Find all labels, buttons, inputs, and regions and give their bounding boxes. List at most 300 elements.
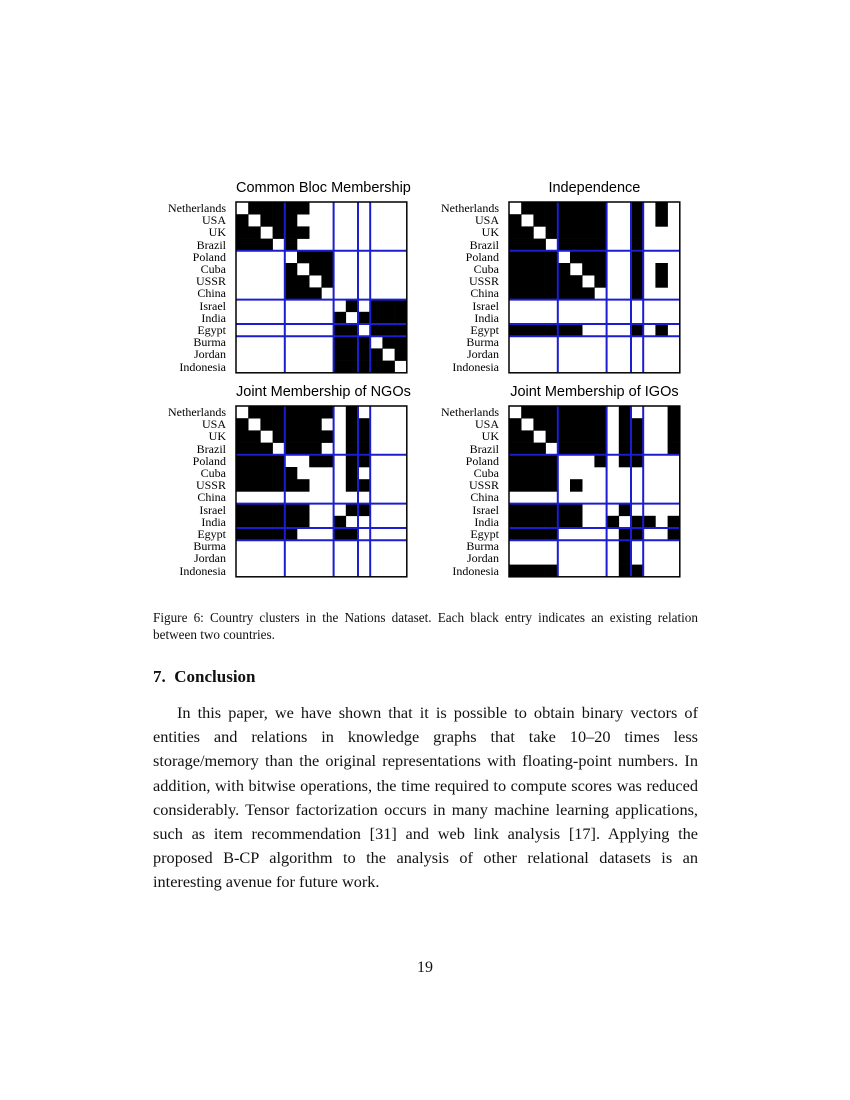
- matrix-cell: [358, 430, 371, 443]
- matrix-cell: [558, 406, 571, 419]
- matrix-cell: [260, 443, 273, 456]
- matrix-cell: [558, 287, 571, 300]
- matrix-cell: [546, 455, 559, 468]
- matrix-cell: [582, 251, 595, 263]
- row-label: Indonesia: [452, 359, 499, 374]
- matrix-cell: [533, 528, 546, 541]
- panel-title: Joint Membership of NGOs: [236, 384, 411, 400]
- matrix-cell: [297, 226, 310, 239]
- matrix-cell: [260, 214, 273, 227]
- matrix-cell: [334, 528, 347, 541]
- row-label: Burma: [193, 335, 226, 350]
- matrix-cell: [509, 455, 522, 468]
- matrix-cell: [248, 479, 261, 492]
- matrix-cell: [521, 430, 534, 443]
- row-label: Netherlands: [168, 201, 226, 215]
- matrix-cell: [533, 504, 546, 516]
- matrix-cell: [594, 275, 607, 288]
- matrix-cell: [521, 251, 534, 263]
- matrix-cell: [533, 418, 546, 431]
- matrix-cell: [619, 552, 632, 565]
- matrix-cell: [631, 443, 644, 456]
- matrix-cell: [558, 418, 571, 431]
- matrix-cell: [570, 214, 583, 227]
- matrix-cell: [309, 287, 322, 300]
- matrix-cell: [619, 565, 632, 578]
- matrix-cell: [297, 406, 310, 419]
- matrix-cell: [346, 455, 359, 468]
- matrix-cell: [248, 504, 261, 516]
- matrix-cell: [631, 324, 644, 337]
- matrix-cell: [533, 455, 546, 468]
- row-label: UK: [481, 429, 499, 444]
- row-label: Netherlands: [441, 201, 499, 215]
- matrix-cell: [509, 226, 522, 239]
- row-label: Brazil: [196, 441, 226, 456]
- row-label: Israel: [199, 502, 226, 517]
- matrix-cell: [631, 226, 644, 239]
- matrix-cell: [533, 287, 546, 300]
- matrix-cell: [395, 348, 408, 361]
- matrix-cell: [297, 418, 310, 431]
- matrix-cell: [382, 312, 395, 325]
- matrix-cell: [285, 430, 298, 443]
- row-label: USA: [474, 417, 499, 432]
- matrix-cell: [285, 239, 298, 252]
- section-number: 7.: [153, 667, 166, 686]
- matrix-cell: [334, 324, 347, 337]
- matrix-cell: [643, 516, 656, 529]
- matrix-cell: [260, 455, 273, 468]
- matrix-cell: [582, 430, 595, 443]
- matrix-cell: [236, 455, 249, 468]
- matrix-cell: [273, 418, 286, 431]
- matrix-cell: [631, 516, 644, 529]
- matrix-cell: [370, 324, 383, 337]
- row-label: Israel: [472, 502, 499, 517]
- row-label: India: [474, 514, 499, 529]
- matrix-cell: [631, 263, 644, 276]
- section-heading: [153, 667, 256, 687]
- figure-caption: Figure 6: Country clusters in the Nations dataset. Each black entry indicates an existing relation between two countries.: [153, 610, 698, 642]
- matrix-cell: [521, 467, 534, 480]
- matrix-cell: [297, 430, 310, 443]
- matrix-cell: [668, 528, 681, 541]
- matrix-cell: [533, 263, 546, 276]
- matrix-cell: [594, 239, 607, 252]
- matrix-cell: [509, 479, 522, 492]
- matrix-cell: [546, 324, 559, 337]
- matrix-cell: [546, 263, 559, 276]
- matrix-cell: [619, 504, 632, 516]
- row-label: Egypt: [470, 323, 499, 337]
- row-label: Jordan: [194, 347, 226, 362]
- row-label: China: [197, 286, 226, 301]
- row-label: Israel: [199, 298, 226, 313]
- matrix-cell: [594, 263, 607, 276]
- matrix-cell: [509, 324, 522, 337]
- matrix-cell: [346, 348, 359, 361]
- matrix-cell: [236, 214, 249, 227]
- matrix-cell: [285, 418, 298, 431]
- matrix-cell: [546, 528, 559, 541]
- matrix-cell: [558, 430, 571, 443]
- matrix-cell: [236, 479, 249, 492]
- row-label: Netherlands: [441, 405, 499, 419]
- matrix-cell: [655, 263, 668, 276]
- matrix-cell: [248, 226, 261, 239]
- matrix-cell: [273, 467, 286, 480]
- matrix-cell: [297, 516, 310, 529]
- matrix-cell: [509, 287, 522, 300]
- matrix-cell: [533, 275, 546, 288]
- matrix-cell: [594, 214, 607, 227]
- matrix-cell: [558, 226, 571, 239]
- matrix-cell: [533, 324, 546, 337]
- matrix-cell: [285, 275, 298, 288]
- matrix-cell: [273, 455, 286, 468]
- matrix-cell: [346, 300, 359, 313]
- row-label: Cuba: [200, 262, 226, 276]
- matrix-cell: [273, 214, 286, 227]
- matrix-cell: [273, 406, 286, 419]
- matrix-cell: [248, 528, 261, 541]
- matrix-cell: [321, 406, 334, 419]
- matrix-cell: [631, 430, 644, 443]
- conclusion-paragraph: In this paper, we have shown that it is possible to obtain binary vectors of entities and relations in knowledge graphs that take 10–20 times less storage/memory than the original representations with floating-point numbers. In addition, with bitwise operations, the time required to compute scores was reduced considerably. Tensor factorization occurs in many machine learning applications, such as item recommendation [31] and web link analysis [17]. Applying the proposed B-CP algorithm to the analysis of other relational datasets is an interesting avenue for future work.: [153, 703, 698, 892]
- matrix-cell: [631, 275, 644, 288]
- row-label: India: [201, 514, 226, 529]
- matrix-cell: [521, 479, 534, 492]
- panel-ngos: [160, 384, 411, 578]
- row-label: Netherlands: [168, 405, 226, 419]
- matrix-cell: [546, 479, 559, 492]
- row-label: Poland: [192, 453, 226, 468]
- matrix-cell: [546, 418, 559, 431]
- matrix-cell: [370, 300, 383, 313]
- matrix-common-bloc: [236, 202, 407, 373]
- matrix-cell: [358, 336, 371, 349]
- matrix-cell: [297, 479, 310, 492]
- matrix-cell: [248, 239, 261, 252]
- matrix-cell: [582, 418, 595, 431]
- matrix-cell: [668, 443, 681, 456]
- matrix-cell: [309, 251, 322, 263]
- matrix-cell: [248, 202, 261, 215]
- matrix-cell: [273, 504, 286, 516]
- row-label: USSR: [195, 274, 226, 289]
- row-label: USA: [201, 417, 226, 432]
- matrix-cell: [570, 202, 583, 215]
- row-label: Brazil: [469, 237, 499, 252]
- row-label: Egypt: [197, 323, 226, 337]
- matrix-cell: [631, 214, 644, 227]
- matrix-cell: [285, 467, 298, 480]
- matrix-cell: [619, 540, 632, 553]
- matrix-cell: [546, 202, 559, 215]
- matrix-cell: [546, 287, 559, 300]
- panel-title: Joint Membership of IGOs: [510, 384, 679, 400]
- matrix-cell: [619, 418, 632, 431]
- matrix-cell: [558, 263, 571, 276]
- row-label: Indonesia: [452, 563, 499, 578]
- matrix-cell: [570, 479, 583, 492]
- matrix-cell: [321, 275, 334, 288]
- matrix-cell: [321, 455, 334, 468]
- matrix-cell: [285, 443, 298, 456]
- matrix-cell: [582, 202, 595, 215]
- matrix-cell: [260, 516, 273, 529]
- matrix-cell: [334, 336, 347, 349]
- matrix-cell: [594, 443, 607, 456]
- matrix-cell: [346, 528, 359, 541]
- matrix-cell: [297, 202, 310, 215]
- matrix-cell: [521, 516, 534, 529]
- matrix-cell: [546, 430, 559, 443]
- matrix-cell: [509, 565, 522, 578]
- matrix-cell: [582, 226, 595, 239]
- matrix-cell: [558, 443, 571, 456]
- matrix-cell: [546, 516, 559, 529]
- matrix-cell: [382, 324, 395, 337]
- matrix-cell: [594, 430, 607, 443]
- matrix-cell: [533, 214, 546, 227]
- matrix-cell: [509, 214, 522, 227]
- matrix-cell: [521, 504, 534, 516]
- matrix-cell: [395, 324, 408, 337]
- row-label: USSR: [468, 274, 499, 289]
- matrix-cell: [236, 226, 249, 239]
- matrix-cell: [285, 528, 298, 541]
- row-label: UK: [208, 429, 226, 444]
- matrix-cell: [570, 418, 583, 431]
- matrix-cell: [521, 275, 534, 288]
- matrix-cell: [309, 443, 322, 456]
- matrix-cell: [533, 406, 546, 419]
- matrix-cell: [285, 263, 298, 276]
- row-label: Jordan: [467, 551, 499, 566]
- matrix-cell: [631, 565, 644, 578]
- matrix-cell: [273, 202, 286, 215]
- matrix-cell: [236, 504, 249, 516]
- matrix-cell: [273, 226, 286, 239]
- matrix-cell: [521, 287, 534, 300]
- row-label: UK: [208, 225, 226, 240]
- row-label: Burma: [466, 335, 499, 350]
- matrix-cell: [273, 516, 286, 529]
- matrix-cell: [321, 263, 334, 276]
- matrix-cell: [273, 528, 286, 541]
- row-label: Israel: [472, 298, 499, 313]
- matrix-cell: [631, 455, 644, 468]
- matrix-cell: [248, 430, 261, 443]
- matrix-cell: [570, 430, 583, 443]
- row-label: Jordan: [194, 551, 226, 566]
- matrix-cell: [558, 202, 571, 215]
- row-label: Cuba: [473, 262, 499, 276]
- row-label: USSR: [468, 478, 499, 493]
- matrix-cell: [236, 443, 249, 456]
- matrix-cell: [334, 361, 347, 374]
- row-labels: [160, 202, 226, 373]
- row-label: Egypt: [197, 527, 226, 541]
- matrix-cell: [631, 287, 644, 300]
- matrix-cell: [248, 443, 261, 456]
- matrix-cell: [509, 504, 522, 516]
- matrix-cell: [509, 263, 522, 276]
- matrix-cell: [236, 418, 249, 431]
- matrix-cell: [382, 300, 395, 313]
- matrix-cell: [582, 287, 595, 300]
- matrix-cell: [236, 516, 249, 529]
- matrix-cell: [546, 504, 559, 516]
- panel-common-bloc: [160, 180, 411, 374]
- matrix-cell: [309, 430, 322, 443]
- matrix-cell: [521, 226, 534, 239]
- matrix-cell: [358, 479, 371, 492]
- matrix-cell: [533, 516, 546, 529]
- row-label: Cuba: [200, 466, 226, 480]
- matrix-cell: [346, 406, 359, 419]
- matrix-cell: [521, 528, 534, 541]
- matrix-cell: [285, 287, 298, 300]
- matrix-cell: [582, 239, 595, 252]
- matrix-cell: [619, 430, 632, 443]
- matrix-cell: [370, 348, 383, 361]
- matrix-cell: [346, 479, 359, 492]
- matrix-cell: [570, 251, 583, 263]
- matrix-cell: [346, 418, 359, 431]
- matrix-cell: [631, 202, 644, 215]
- matrix-cell: [509, 275, 522, 288]
- matrix-cell: [570, 287, 583, 300]
- matrix-cell: [260, 239, 273, 252]
- matrix-cell: [346, 504, 359, 516]
- matrix-cell: [533, 479, 546, 492]
- panel-igos: [433, 384, 680, 577]
- row-label: Egypt: [470, 527, 499, 541]
- matrix-cell: [570, 239, 583, 252]
- matrix-cell: [521, 455, 534, 468]
- matrix-igos: [509, 406, 680, 577]
- matrix-cell: [668, 430, 681, 443]
- matrix-cell: [260, 479, 273, 492]
- matrix-cell: [570, 516, 583, 529]
- matrix-cell: [358, 418, 371, 431]
- matrix-cell: [260, 202, 273, 215]
- row-label: Indonesia: [179, 563, 226, 578]
- matrix-cell: [631, 418, 644, 431]
- matrix-cell: [533, 202, 546, 215]
- matrix-cell: [297, 251, 310, 263]
- matrix-cell: [570, 504, 583, 516]
- matrix-cell: [533, 565, 546, 578]
- matrix-cell: [321, 251, 334, 263]
- matrix-cell: [668, 516, 681, 529]
- matrix-cell: [260, 418, 273, 431]
- matrix-cell: [509, 239, 522, 252]
- matrix-cell: [594, 202, 607, 215]
- row-label: India: [201, 310, 226, 325]
- matrix-cell: [309, 418, 322, 431]
- matrix-cell: [655, 214, 668, 227]
- matrix-cell: [370, 312, 383, 325]
- row-label: Burma: [193, 539, 226, 554]
- matrix-cell: [285, 226, 298, 239]
- matrix-cell: [297, 287, 310, 300]
- matrix-cell: [582, 443, 595, 456]
- matrix-cell: [358, 455, 371, 468]
- row-label: China: [470, 286, 499, 301]
- row-label: UK: [481, 225, 499, 240]
- matrix-cell: [395, 312, 408, 325]
- matrix-cell: [285, 202, 298, 215]
- page-number: 19: [417, 959, 433, 976]
- matrix-cell: [358, 348, 371, 361]
- matrix-cell: [309, 263, 322, 276]
- matrix-cell: [382, 336, 395, 349]
- matrix-cell: [509, 467, 522, 480]
- matrix-cell: [509, 430, 522, 443]
- matrix-cell: [236, 528, 249, 541]
- row-label: Burma: [466, 539, 499, 554]
- matrix-cell: [346, 336, 359, 349]
- matrix-cell: [558, 275, 571, 288]
- matrix-cell: [334, 348, 347, 361]
- matrix-cell: [619, 455, 632, 468]
- matrix-cell: [558, 324, 571, 337]
- matrix-cell: [521, 202, 534, 215]
- matrix-cell: [546, 406, 559, 419]
- matrix-cell: [582, 214, 595, 227]
- row-label: Indonesia: [179, 359, 226, 374]
- row-labels: [433, 406, 499, 577]
- panel-title: Common Bloc Membership: [236, 180, 411, 196]
- matrix-cell: [358, 361, 371, 374]
- matrix-cell: [521, 239, 534, 252]
- row-label: USSR: [195, 478, 226, 493]
- matrix-cell: [285, 504, 298, 516]
- matrix-cell: [236, 430, 249, 443]
- matrix-cell: [248, 516, 261, 529]
- matrix-cell: [521, 324, 534, 337]
- matrix-independence: [509, 202, 680, 373]
- matrix-cell: [619, 443, 632, 456]
- matrix-cell: [395, 336, 408, 349]
- matrix-cell: [570, 443, 583, 456]
- matrix-cell: [546, 214, 559, 227]
- matrix-cell: [509, 528, 522, 541]
- matrix-cell: [668, 406, 681, 419]
- matrix-cell: [285, 516, 298, 529]
- matrix-cell: [321, 430, 334, 443]
- row-label: Poland: [465, 249, 499, 264]
- row-label: USA: [201, 213, 226, 228]
- row-label: China: [470, 490, 499, 505]
- matrix-cell: [334, 516, 347, 529]
- matrix-cell: [236, 239, 249, 252]
- matrix-cell: [358, 312, 371, 325]
- panel-independence: [433, 180, 680, 373]
- matrix-cell: [546, 251, 559, 263]
- matrix-cell: [570, 226, 583, 239]
- row-label: India: [474, 310, 499, 325]
- matrix-cell: [509, 443, 522, 456]
- matrix-cell: [509, 418, 522, 431]
- row-label: Brazil: [469, 441, 499, 456]
- matrix-cell: [273, 479, 286, 492]
- matrix-cell: [594, 251, 607, 263]
